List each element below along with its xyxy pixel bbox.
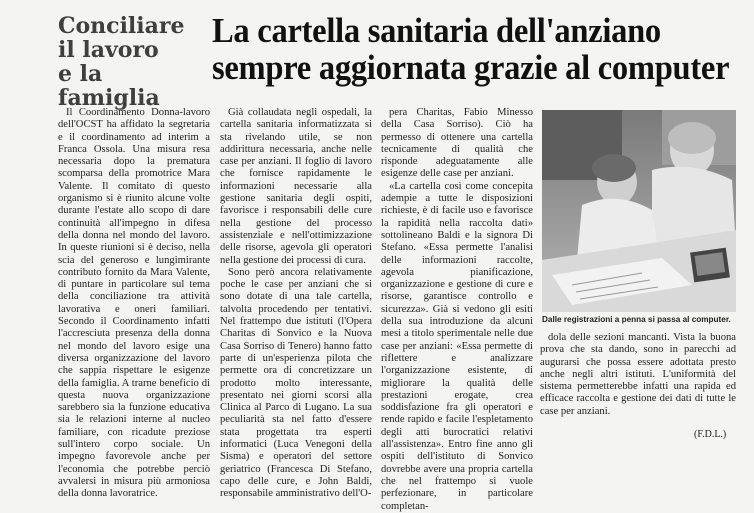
article-paragraph: dola delle sezioni mancanti. Vista la buona prova che sta dando, sono in parecchi ad augurarsi che possa essere adottata presto anche negli altri istituti. L'uniformità del sistema permetterebbe infatti una rapida ed efficace raccolta e gestione dei dati di tutte le case per anziani. <box>540 332 736 417</box>
article-column-2 <box>381 107 533 512</box>
author-signature: (F.D.L.) <box>694 429 727 440</box>
article-column-1 <box>220 107 372 500</box>
sidebar-body-column <box>58 107 210 500</box>
headline-line: La cartella sanitaria dell'anziano <box>212 11 661 50</box>
sidebar-paragraph: Il Coordinamento Donna-lavoro dell'OCST ha affidato la segretaria e il coordinamento ad interim a Franca Ossola. Una misura resa necessaria dopo la prematura scomparsa della promotrice Mara Valente. Il comitato di questo organismo si è riunito alcune volte durante l'estate allo scopo di dare continuità all'impegno in difesa della donna nel mondo del lavoro. In queste riunioni si è deciso, nella scia del generoso e lungimirante contributo fornito da Mara Valente, di puntare in particolare sul tema della conciliazione tra attività lavorativa e oneri familiari. Secondo il Coordinamento infatti l'accresciuta presenza della donna nel mondo del lavoro esige una diversa organizzazione del lavoro che sappia rispettare le esigenze della famiglia. A trarne beneficio di questa nuova organizzazione sarebbero sia la funzione educativa sia le relazioni interne al nucleo familiare, con ricadute preziose sull'intero corpo sociale. Un impegno favorevole anche per l'economia che potrebbe perciò avvalersi in misura più armoniosa della donna lavoratrice. <box>58 107 210 500</box>
sidebar-title-line: il lavoro <box>58 37 159 63</box>
headline-line: sempre aggiornata grazie al computer <box>212 48 730 87</box>
article-headline <box>212 11 730 87</box>
article-photo <box>542 110 736 312</box>
article-paragraph: Già collaudata negli ospedali, la cartella sanitaria informatizzata si sta rivelando utile, se non addirittura necessaria, anche nelle case per anziani. Il foglio di lavoro che fornisce rapidamente le informazioni necessarie alla gestione sanitaria degli ospiti, favorisce i responsabili delle cure nella gestione del processo assistenziale e nell'ottimizzazione delle risorse, agevola gli operatori nella gestione dei processi di cura. <box>220 107 372 266</box>
article-paragraph: pera Charitas, Fabio Minesso della Casa Sorriso). Ciò ha permesso di ottenere una cartella tecnicamente di qualità che risponde adeguatamente alle esigenze delle case per anziani. <box>381 107 533 180</box>
sidebar-title-line: Conciliare <box>58 13 185 39</box>
photo-nurses-at-desk <box>542 110 736 312</box>
sidebar-title <box>58 14 208 110</box>
article-column-3 <box>540 332 736 428</box>
photo-caption: Dalle registrazioni a penna si passa al computer. <box>542 315 731 324</box>
sidebar-title-line: e la famiglia <box>58 61 160 111</box>
article-paragraph: Sono però ancora relativamente poche le case per anziani che si sono dotate di una tale cartella, talvolta procedendo per tentativi. Nel frattempo due istituti (l'Opera Charitas di Sonvico e la Nuova Casa Sorriso di Tenero) hanno fatto parte di un'esperienza pilota che permette ora di concretizzare un prodotto molto interessante, presentato nei giorni scorsi alla Clinica al Parco di Lugano. La sua peculiarità sta nel fatto d'essere stata progettata tra esperti informatici (Luca Venegoni della Sisma) e operatori del settore geriatrico (Francesca Di Stefano, capo delle cure, e John Baldi, responsabile amministrativo dell'O- <box>220 266 372 500</box>
article-paragraph: «La cartella così come concepita adempie a tutte le disposizioni richieste, è di facile uso e favorisce la rapidità nella raccolta dati» sottolineano Baldi e la signora Di Stefano. «Essa permette l'analisi delle informazioni raccolte, agevola pianificazione, organizzazione e gestione di cure e risorse, garantisce controllo e sicurezza». Già si vedono gli esiti della sua introduzione da alcuni mesi a titolo sperimentale nelle due case per anziani: «Essa permette di riflettere e analizzare l'organizzazione esistente, di migliorare la qualità delle prestazioni erogate, crea soddisfazione fra gli operatori e rende rapido e facile l'espletamento degli atti burocratici relativi all'assistenza». Entro fine anno gli ospiti dell'istituto di Sonvico dovrebbe avere una propria cartella che nel frattempo si vuole perfezionare, in particolare completan- <box>381 180 533 512</box>
